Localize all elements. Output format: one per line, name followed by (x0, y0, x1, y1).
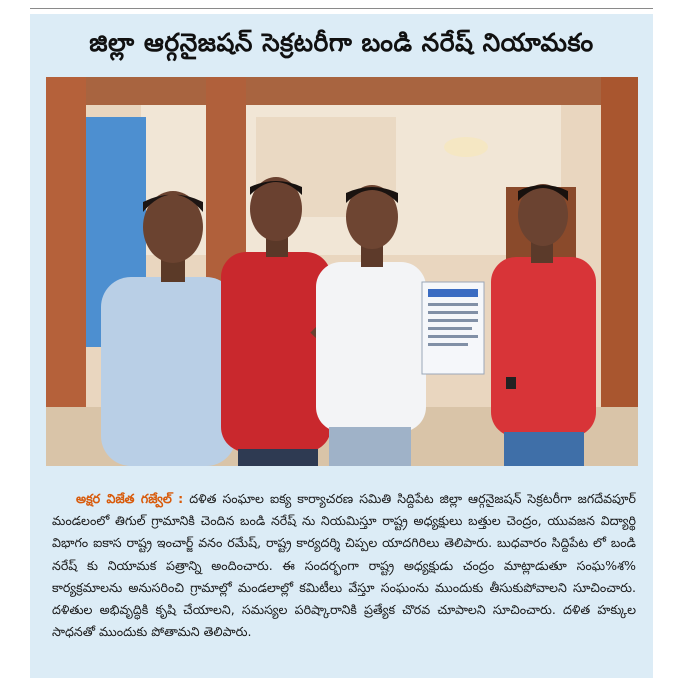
top-rule (30, 8, 653, 9)
chandelier (444, 137, 488, 157)
dateline: అక్షర విజేత గజ్వేల్ : (76, 491, 184, 506)
news-photo (46, 77, 638, 466)
article-text: దళిత సంఘాల ఐక్య కార్యాచరణ సమితి సిద్దిపేట జిల్లా ఆర్గనైజషన్ సెక్రటరీగా జగదేవపూర్ మండలంలో తిగుల్ గ్రామానికి చెందిన బండి నరేష్ ను నియమిస్తూ రాష్ట్ర అధ్యక్షులు బత్తుల చెంద్రం, యువజన విద్యార్థి విభాగం ఐకాస రాష్ట్ర ఇంచార్జ్ వనం రమేష్, రాష్ట్ర కార్యదర్శి చిప్పల యాదగిరిలు తెలిపారు. బుధవారం సిద్దిపేట లో బండి నరేష్ కు నియామక పత్రాన్ని అందించారు. ఈ సందర్భంగా రాష్ట్ర అధ్యక్షుడు చంద్రం మాట్లాడుతూ సంఘ%శ% కార్యక్రమాలను అనుసరించి గ్రామాల్లో మండలాల్లో కమిటీలు వేస్తూ సంఘంను ముందుకు తీసుకుపోవాలని సూచించారు. దళితుల అభివృద్ధికి కృషి చేయాలని, సమస్యల పరిష్కారానికి ప్రత్యేక చొరవ చూపాలని సూచించారు. దళిత హక్కుల సాధనతో ముందుకు పోతామని తెలిపారు. (52, 491, 636, 640)
appointment-certificate (422, 282, 484, 374)
headline: జిల్లా ఆర్గనైజషన్ సెక్రటరీగా బండి నరేష్ నియామకం (89, 28, 594, 57)
news-clipping (30, 14, 653, 678)
ceiling-beam (46, 77, 638, 105)
article-body (52, 488, 636, 643)
